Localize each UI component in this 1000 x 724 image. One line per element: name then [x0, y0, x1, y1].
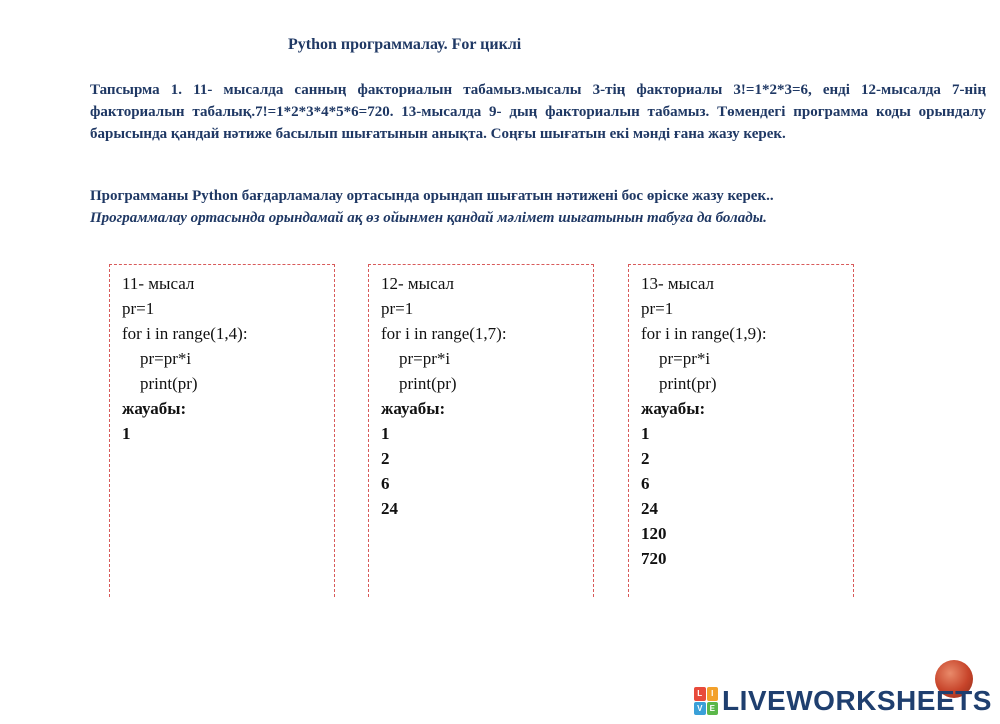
- logo-mark-letter: V: [694, 702, 706, 716]
- page-title: Python программалау. For циклі: [288, 36, 522, 53]
- logo-mark-letter: I: [707, 687, 719, 701]
- answer-value: 720: [641, 549, 667, 568]
- answer-value: 24: [641, 499, 658, 518]
- logo-mark-letter: L: [694, 687, 706, 701]
- example-box-13: [628, 264, 854, 597]
- answer-value: 120: [641, 524, 667, 543]
- answer-value: 1: [381, 424, 390, 443]
- code-line: pr=1: [381, 299, 414, 318]
- code-line: for i in range(1,4):: [122, 324, 248, 343]
- example-heading: 11- мысал: [122, 274, 195, 293]
- answer-label: жауабы:: [641, 399, 706, 418]
- logo-mark-icon: [694, 687, 718, 715]
- code-line: print(pr): [399, 374, 457, 393]
- code-line: pr=pr*i: [659, 349, 711, 368]
- answer-value: 6: [381, 474, 390, 493]
- answer-value: 2: [381, 449, 390, 468]
- example-box-12: [368, 264, 594, 597]
- answer-label: жауабы:: [122, 399, 187, 418]
- code-line: pr=1: [641, 299, 674, 318]
- code-line: pr=1: [122, 299, 155, 318]
- answer-value: 1: [122, 424, 131, 443]
- instruction-note-italic: Программалау ортасында орындамай ақ өз ойынмен қандай мәлімет шығатынын табуға да болады.: [90, 210, 767, 226]
- code-line: for i in range(1,7):: [381, 324, 507, 343]
- answer-value: 2: [641, 449, 650, 468]
- answer-value: 1: [641, 424, 650, 443]
- liveworksheets-logo: [694, 684, 992, 718]
- code-line: print(pr): [659, 374, 717, 393]
- code-line: for i in range(1,9):: [641, 324, 767, 343]
- code-line: pr=pr*i: [399, 349, 451, 368]
- example-heading: 12- мысал: [381, 274, 455, 293]
- logo-mark-letter: E: [707, 702, 719, 716]
- example-box-11: [109, 264, 335, 597]
- answer-value: 24: [381, 499, 398, 518]
- example-heading: 13- мысал: [641, 274, 715, 293]
- answer-label: жауабы:: [381, 399, 446, 418]
- code-line: print(pr): [140, 374, 198, 393]
- answer-value: 6: [641, 474, 650, 493]
- code-line: pr=pr*i: [140, 349, 192, 368]
- task-text: Тапсырма 1. 11- мысалда санның факториалын табамыз.мысалы 3-тің факториалы 3!=1*2*3=6, енді 12-мысалда 7-нің факториалын табалық.7!=1*2*3*4*5*6=720. 13-мысалда 9- дың факториалын табамыз. Төмендегі программа коды орындалу барысында қандай нәтиже басылып шығатынын анықта. Соңғы шығатын екі мәнді ғана жазу керек.: [90, 82, 986, 142]
- logo-text: LIVEWORKSHEETS: [722, 685, 992, 716]
- instruction-note: Программаны Python бағдарламалау ортасында орындап шығатын нәтижені бос өріске жазу керек..: [90, 188, 774, 204]
